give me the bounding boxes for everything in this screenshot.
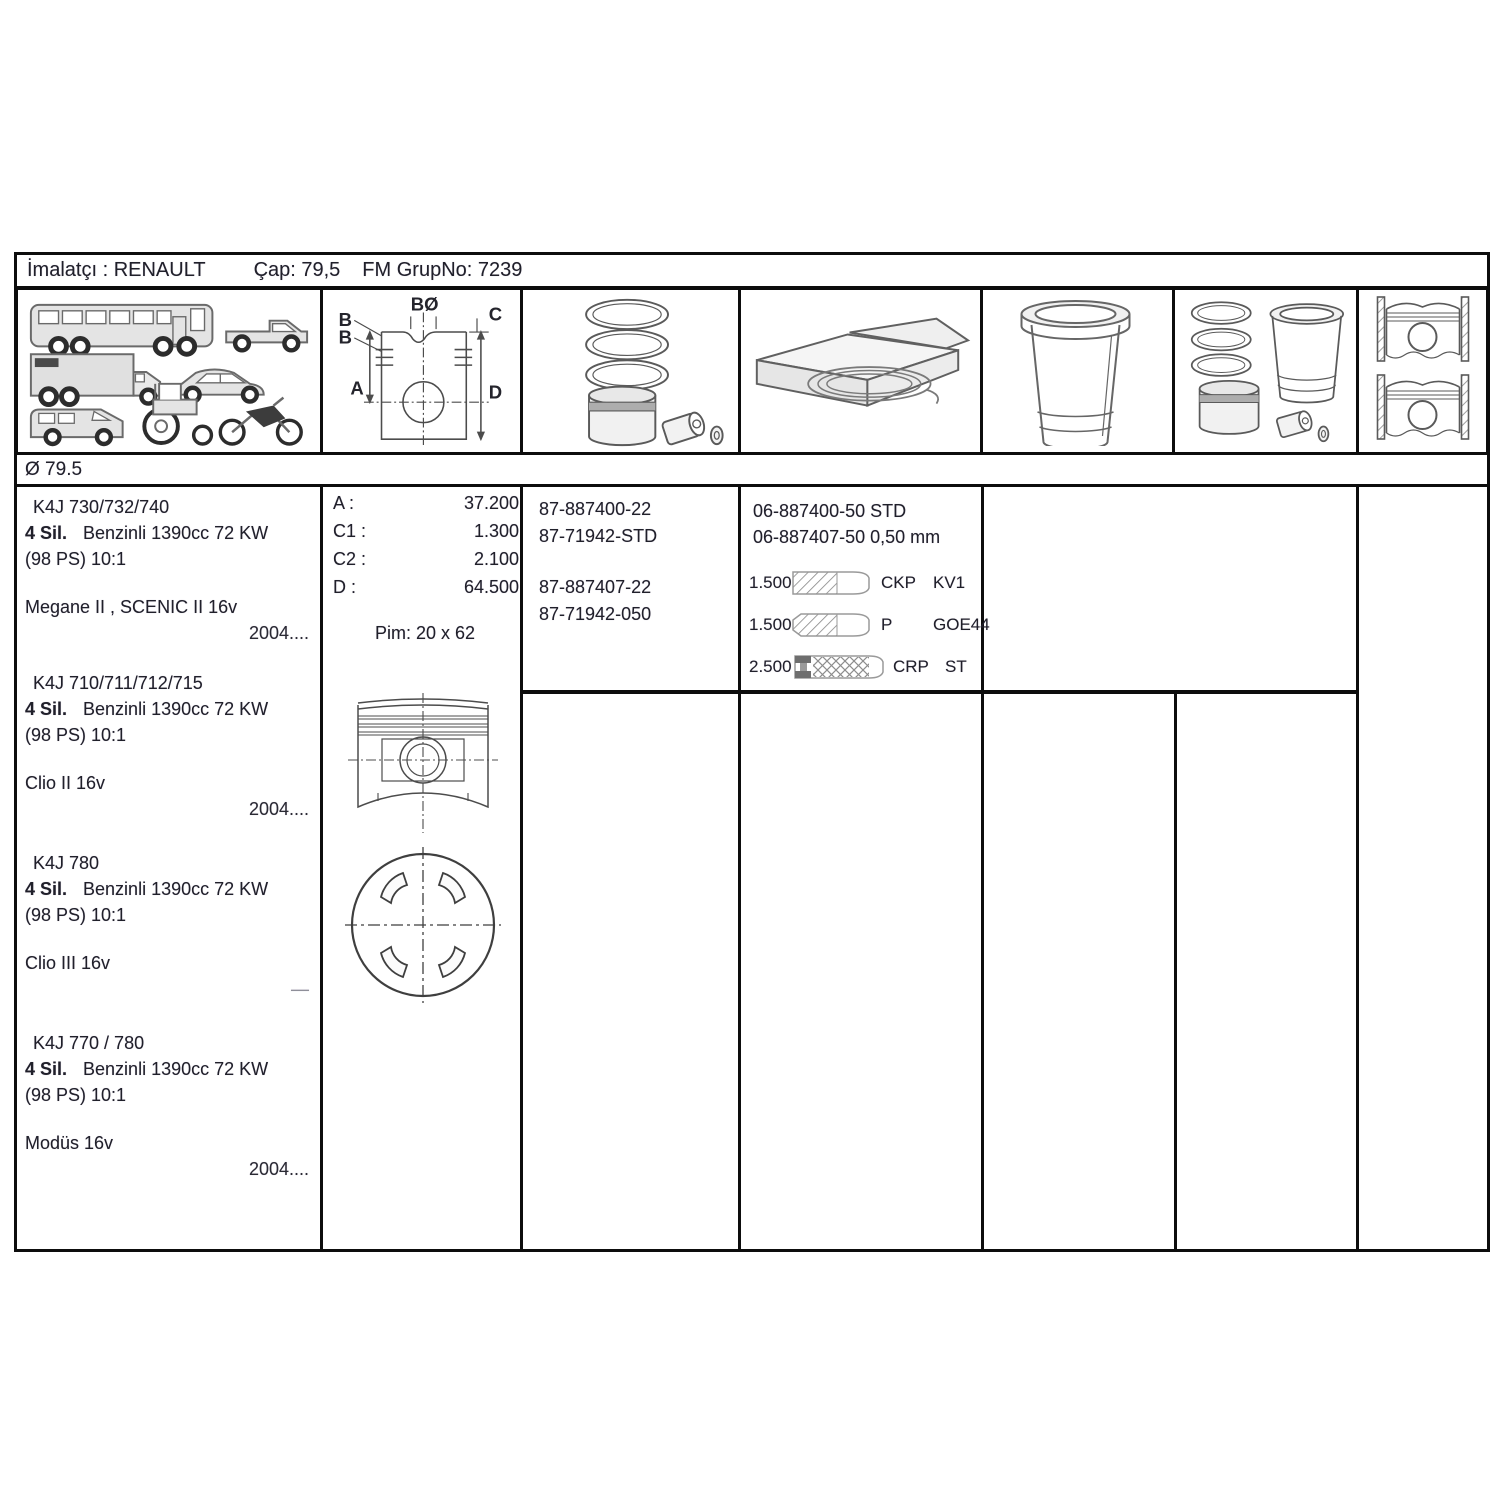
ring-spec-row (745, 565, 1001, 601)
measurement-row (327, 549, 523, 577)
model-year: — (291, 979, 309, 999)
dim-label-a: A (350, 377, 364, 399)
vehicle-applications-icon (18, 290, 320, 452)
model-year: 2004.... (248, 623, 309, 643)
power-spec: (98 PS) 10:1 (25, 725, 127, 745)
fuel-spec: Benzinli 1390cc 72 KW (83, 523, 269, 543)
part-number-rings-std: 87-71942-STD (539, 526, 658, 546)
pistons-in-cylinder-icon (1356, 290, 1490, 452)
header-diameter: Çap: 79,5 (253, 259, 341, 281)
ring-brand-code: GOE44 (933, 615, 990, 634)
table-body (14, 484, 1490, 1252)
motorcycle-icon (220, 398, 301, 444)
column-divider (1174, 692, 1177, 1249)
piston-section-bottom (1378, 375, 1469, 439)
dim-label-d: D (488, 381, 503, 403)
vehicle-models: Modüs 16v (25, 1133, 114, 1153)
model-year: 2004.... (248, 799, 309, 819)
piston-side-view-drawing (348, 693, 498, 835)
header-manufacturer: İmalatçı : RENAULT (27, 259, 206, 281)
piston-pin-icon (661, 411, 706, 446)
bus-icon (31, 305, 213, 354)
engine-code: K4J 770 / 780 (33, 1033, 145, 1053)
power-spec: (98 PS) 10:1 (25, 1085, 127, 1105)
header-bar (14, 252, 1490, 289)
pin-in-set (1276, 410, 1314, 438)
engine-code: K4J 710/711/712/715 (33, 673, 203, 693)
piston-dimensions-diagram-icon (320, 290, 520, 452)
fuel-spec: Benzinli 1390cc 72 KW (83, 699, 269, 719)
ring-set-numbers (743, 498, 983, 550)
measurement-value: 64.500 (463, 577, 519, 597)
ring-set-oversize: 06-887407-50 0,50 mm (753, 527, 941, 547)
oil-ring-profile-icon (791, 652, 887, 682)
vehicle-models: Clio II 16v (25, 773, 106, 793)
ring-type-code: CKP (881, 573, 916, 592)
cylinder-liner-icon (980, 290, 1172, 452)
diameter-label: Ø 79.5 (25, 459, 83, 480)
vehicle-models: Clio III 16v (25, 953, 111, 973)
part-numbers (529, 496, 734, 628)
ring-height: 1.500 (749, 615, 792, 634)
measurement-value: 1.300 (473, 521, 519, 541)
ring-height: 2.500 (749, 657, 792, 676)
dim-label-bore: BØ (410, 293, 439, 315)
column-divider (1356, 487, 1359, 1249)
piston-with-rings-icon (520, 290, 738, 452)
dim-label-b2: B (338, 326, 353, 348)
engine-overhaul-set-icon (1172, 290, 1356, 452)
engine-description (21, 1056, 317, 1082)
ring-brand-code: KV1 (933, 573, 966, 592)
measurement-row (327, 521, 523, 549)
liner-in-set (1270, 304, 1343, 402)
measurement-value: 2.100 (473, 549, 519, 569)
dim-label-c: C (488, 303, 503, 325)
row-divider (520, 690, 1359, 694)
ring-brand-code: ST (945, 657, 967, 676)
fuel-spec: Benzinli 1390cc 72 KW (83, 879, 269, 899)
cylinder-count: 4 Sil. (25, 699, 68, 719)
power-spec: (98 PS) 10:1 (25, 905, 127, 925)
cylinder-count: 4 Sil. (25, 1059, 68, 1079)
taper-ring-profile-icon (791, 611, 875, 639)
part-number-rings-050: 87-71942-050 (539, 604, 652, 624)
power-spec: (98 PS) 10:1 (25, 549, 127, 569)
part-number-piston-std: 87-887400-22 (539, 499, 652, 519)
measurements-table (327, 493, 523, 605)
fuel-spec: Benzinli 1390cc 72 KW (83, 1059, 269, 1079)
vehicle-models: Megane II , SCENIC II 16v (25, 597, 238, 617)
engine-description (21, 876, 317, 902)
column-divider (738, 487, 741, 1249)
application-block (21, 850, 317, 1002)
piston-top-view-drawing (343, 845, 503, 1005)
model-year: 2004.... (248, 1159, 309, 1179)
ring-spec-row (745, 649, 1001, 685)
measurement-label: D : (333, 577, 357, 597)
ring-type-code: CRP (893, 657, 929, 676)
column-divider (320, 487, 323, 1249)
diameter-row (14, 452, 1490, 488)
pin-size: Pim: 20 x 62 (374, 623, 476, 643)
icon-row (14, 286, 1490, 456)
car-icon (169, 370, 264, 402)
measurement-label: C1 : (333, 521, 367, 541)
application-block (21, 494, 317, 646)
measurement-value: 37.200 (463, 493, 519, 513)
application-block (21, 1030, 317, 1182)
truck-icon (31, 354, 160, 404)
measurement-row (327, 577, 523, 605)
cylinder-count: 4 Sil. (25, 523, 68, 543)
column-divider (981, 487, 984, 1249)
ring-spec-row (745, 607, 1001, 643)
measurement-row (327, 493, 523, 521)
ring-type-code: P (881, 615, 893, 634)
measurement-label: A : (333, 493, 355, 513)
engine-code: K4J 730/732/740 (33, 497, 170, 517)
engine-code: K4J 780 (33, 853, 100, 873)
van-icon (31, 409, 123, 444)
dim-label-b1: B (338, 309, 353, 331)
compression-ring-profile-icon (791, 569, 875, 597)
cylinder-count: 4 Sil. (25, 879, 68, 899)
engine-description (21, 696, 317, 722)
ring-set-std: 06-887400-50 STD (753, 501, 907, 521)
part-number-piston-050: 87-887407-22 (539, 577, 652, 597)
ring-height: 1.500 (749, 573, 792, 592)
pickup-icon (226, 321, 307, 351)
piston-section-top (1378, 297, 1469, 361)
engine-description (21, 520, 317, 546)
application-block (21, 670, 317, 822)
measurement-label: C2 : (333, 549, 367, 569)
header-group-no: FM GrupNo: 7239 (362, 259, 523, 281)
piston-in-set (1200, 381, 1259, 434)
gasket-set-icon (738, 290, 980, 452)
